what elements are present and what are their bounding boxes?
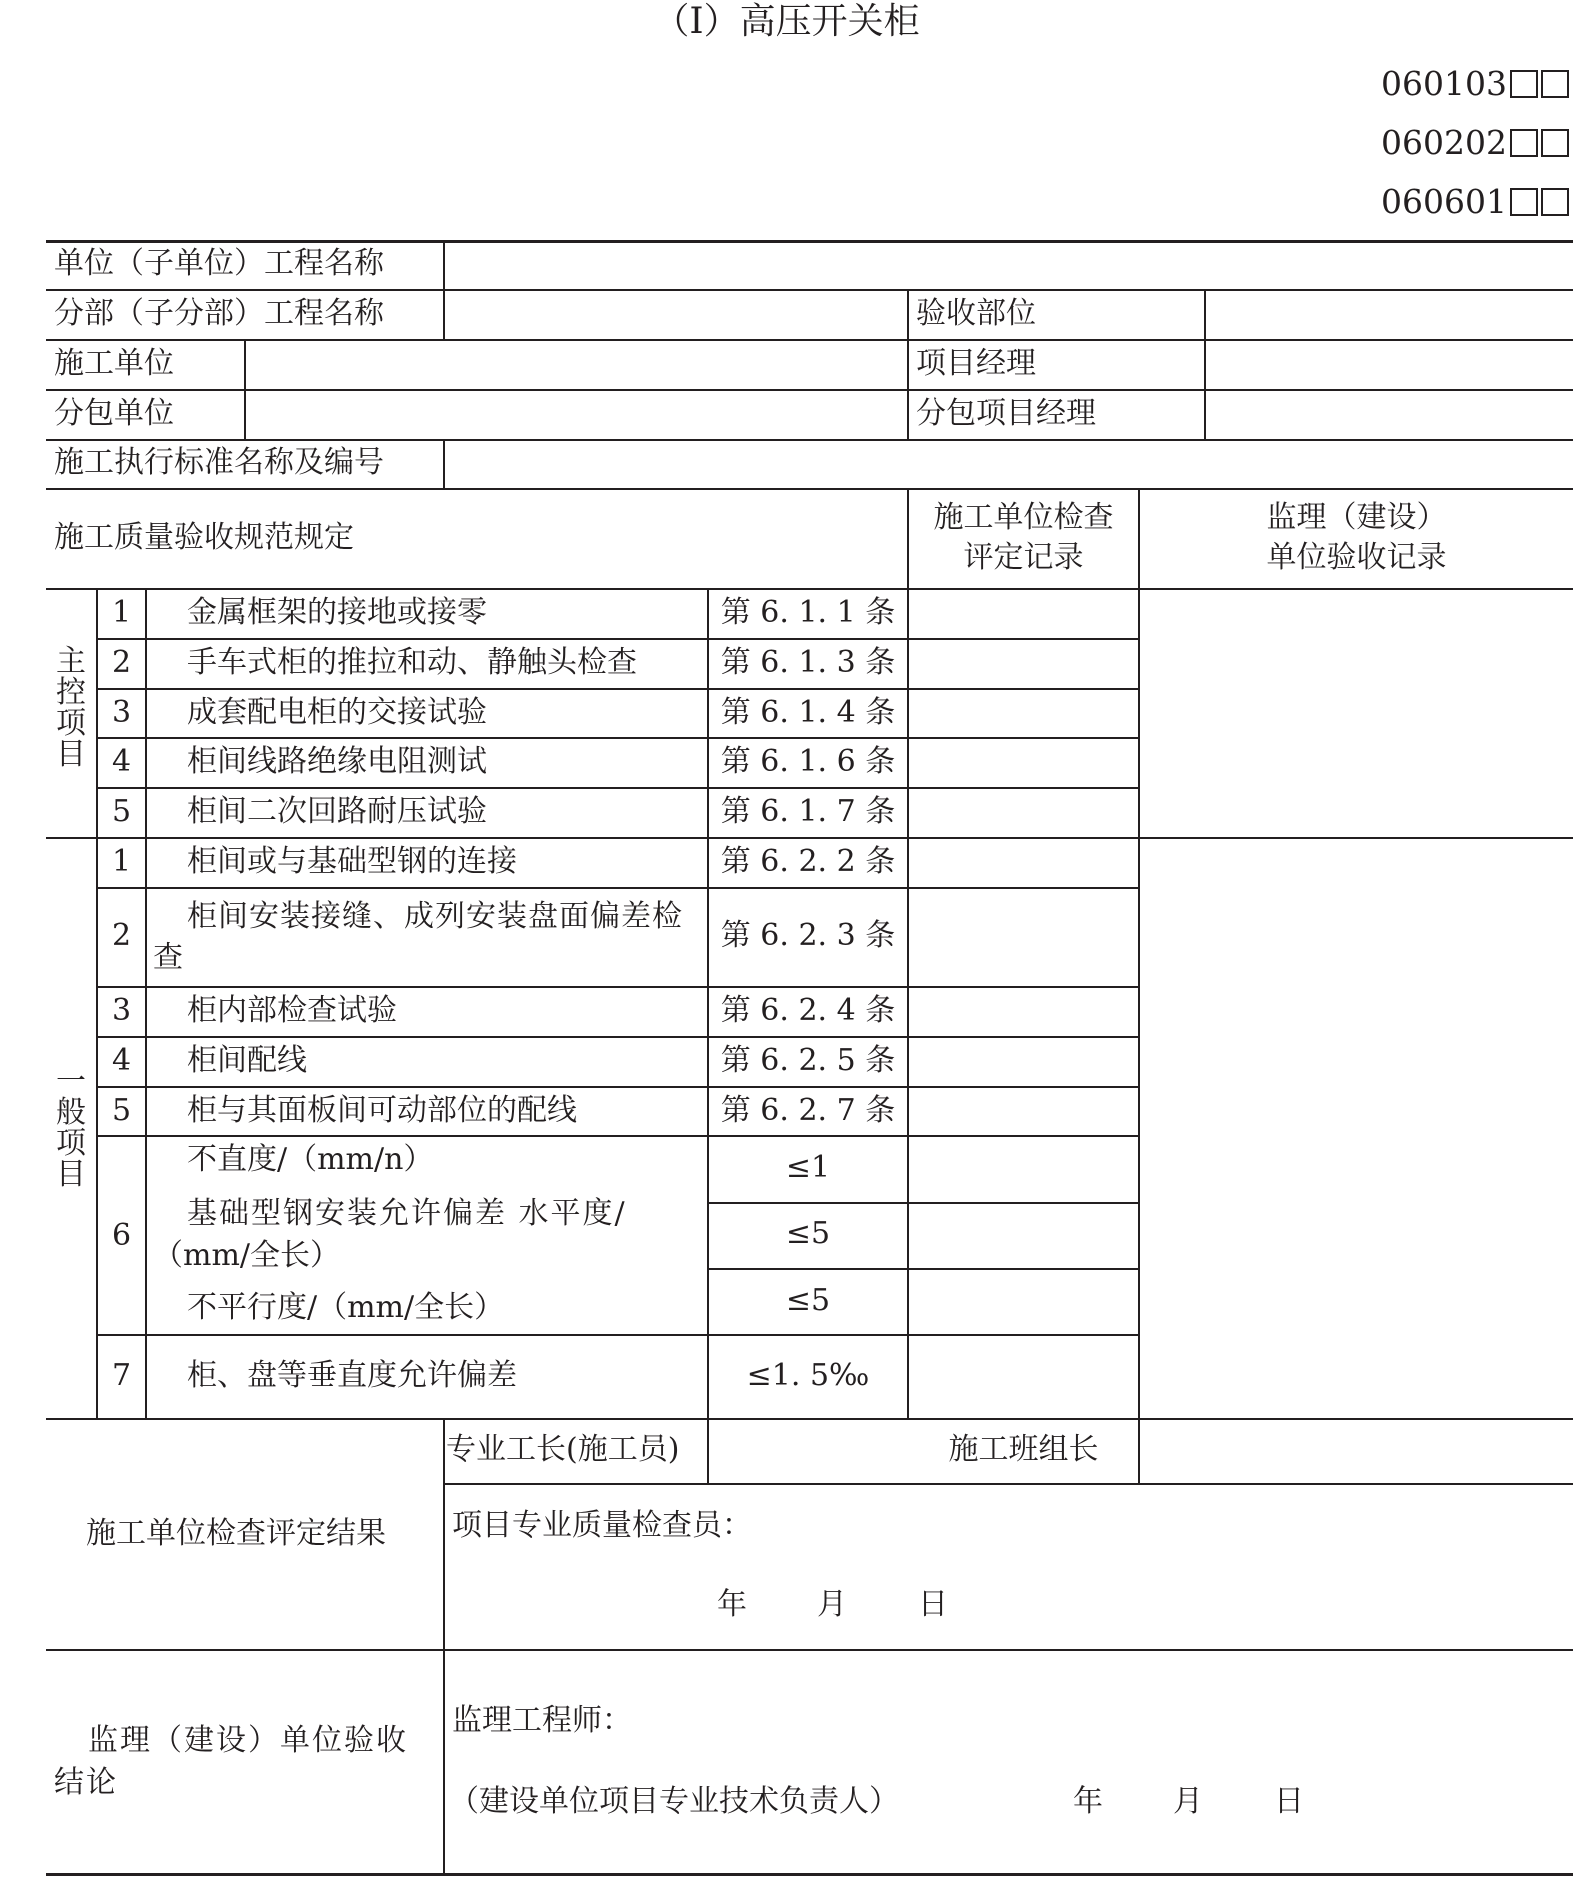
item-name: 柜内部检查试验 [187, 993, 397, 1028]
clause: 第 6. 1. 3 条 [720, 645, 896, 680]
supervision-record-header-line1: 监理（建设） [1266, 500, 1447, 535]
clause: 第 6. 2. 4 条 [720, 993, 896, 1028]
checkbox[interactable] [1541, 129, 1569, 157]
item-name: 柜、盘等垂直度允许偏差 [187, 1358, 517, 1393]
clause: 第 6. 2. 3 条 [720, 918, 896, 953]
general-items-label: 一般项目 [56, 1064, 86, 1192]
row-number: 3 [111, 695, 132, 730]
date-day: 日 [918, 1587, 948, 1622]
row-number: 4 [111, 1043, 132, 1078]
item-name: 柜间线路绝缘电阻测试 [187, 744, 487, 779]
supervision-conclusion-label: 监理（建设）单位验收结论 [54, 1723, 408, 1800]
row-number: 2 [111, 645, 132, 680]
item-name: 柜间或与基础型钢的连接 [187, 844, 517, 879]
team-leader-label: 施工班组长 [948, 1432, 1099, 1467]
unit-project-name-label: 单位（子单位）工程名称 [54, 246, 384, 281]
checkbox[interactable] [1510, 70, 1538, 98]
spec-column-header: 施工质量验收规范规定 [54, 520, 354, 555]
main-items-label: 主控项目 [56, 644, 86, 772]
clause: 第 6. 1. 1 条 [720, 595, 896, 630]
form-code-3 [1249, 180, 1569, 220]
checkbox[interactable] [1510, 129, 1538, 157]
subcontract-manager-label: 分包项目经理 [916, 396, 1096, 431]
row-number: 5 [111, 1093, 132, 1128]
check-record-header-line2: 评定记录 [963, 540, 1084, 575]
owner-tech-lead-label: （建设单位项目专业技术负责人） [449, 1784, 899, 1819]
row-number: 6 [111, 1218, 132, 1253]
clause: 第 6. 2. 7 条 [720, 1093, 896, 1128]
item-name: 成套配电柜的交接试验 [187, 695, 487, 730]
item-name: 柜间安装接缝、成列安装盘面偏差检查 [153, 899, 683, 975]
limit-value: ≤1. 5‰ [746, 1358, 870, 1393]
steel-base-levelness-label: 基础型钢安装允许偏差 水平度/ [187, 1196, 627, 1231]
item-name: 手车式柜的推拉和动、静触头检查 [187, 645, 637, 680]
row-number: 2 [111, 918, 132, 953]
clause: 第 6. 1. 6 条 [720, 744, 896, 779]
row-number: 1 [111, 595, 132, 630]
item-name: 柜与其面板间可动部位的配线 [187, 1093, 577, 1128]
form-code-2 [1249, 121, 1569, 161]
row-number: 3 [111, 993, 132, 1028]
form-code-number: 060601 [1381, 182, 1507, 221]
form-code-number: 060202 [1381, 123, 1507, 162]
project-manager-label: 项目经理 [916, 346, 1036, 381]
date-month: 月 [1173, 1784, 1203, 1819]
row-number: 4 [111, 744, 132, 779]
clause: 第 6. 1. 4 条 [720, 695, 896, 730]
row-number: 7 [111, 1358, 132, 1393]
supervision-engineer-label: 监理工程师： [452, 1703, 632, 1738]
straightness-label: 不直度/（mm/n） [187, 1142, 434, 1177]
clause: 第 6. 1. 7 条 [720, 794, 896, 829]
clause: 第 6. 2. 2 条 [720, 844, 896, 879]
steel-base-levelness-unit: （mm/全长） [153, 1238, 341, 1273]
date-month: 月 [817, 1587, 847, 1622]
checkbox[interactable] [1541, 70, 1569, 98]
subcontract-unit-label: 分包单位 [54, 396, 174, 431]
clause: 第 6. 2. 5 条 [720, 1043, 896, 1078]
limit-value: ≤5 [785, 1283, 831, 1318]
limit-value: ≤5 [785, 1216, 831, 1251]
date-day: 日 [1274, 1784, 1304, 1819]
parallelism-label: 不平行度/（mm/全长） [187, 1290, 505, 1325]
form-code-1 [1249, 62, 1569, 102]
page-title: （Ⅰ）高压开关柜 [653, 1, 920, 42]
division-project-name-label: 分部（子分部）工程名称 [54, 296, 384, 331]
limit-value: ≤1 [785, 1150, 831, 1185]
construction-result-label: 施工单位检查评定结果 [86, 1516, 386, 1551]
row-number: 5 [111, 794, 132, 829]
item-name: 柜间二次回路耐压试验 [187, 794, 487, 829]
item-name: 金属框架的接地或接零 [187, 595, 487, 630]
form-code-number: 060103 [1381, 64, 1507, 103]
checkbox[interactable] [1541, 188, 1569, 216]
foreman-label: 专业工长(施工员) [446, 1432, 680, 1467]
date-year: 年 [1073, 1784, 1103, 1819]
checkbox[interactable] [1510, 188, 1538, 216]
standard-name-label: 施工执行标准名称及编号 [54, 445, 384, 480]
supervision-record-header-line2: 单位验收记录 [1266, 540, 1447, 575]
check-record-header-line1: 施工单位检查 [933, 500, 1114, 535]
construction-unit-label: 施工单位 [54, 346, 174, 381]
date-year: 年 [717, 1587, 747, 1622]
row-number: 1 [111, 844, 132, 879]
item-name: 柜间配线 [187, 1043, 307, 1078]
quality-inspector-label: 项目专业质量检查员： [452, 1508, 752, 1543]
acceptance-part-label: 验收部位 [916, 296, 1036, 331]
